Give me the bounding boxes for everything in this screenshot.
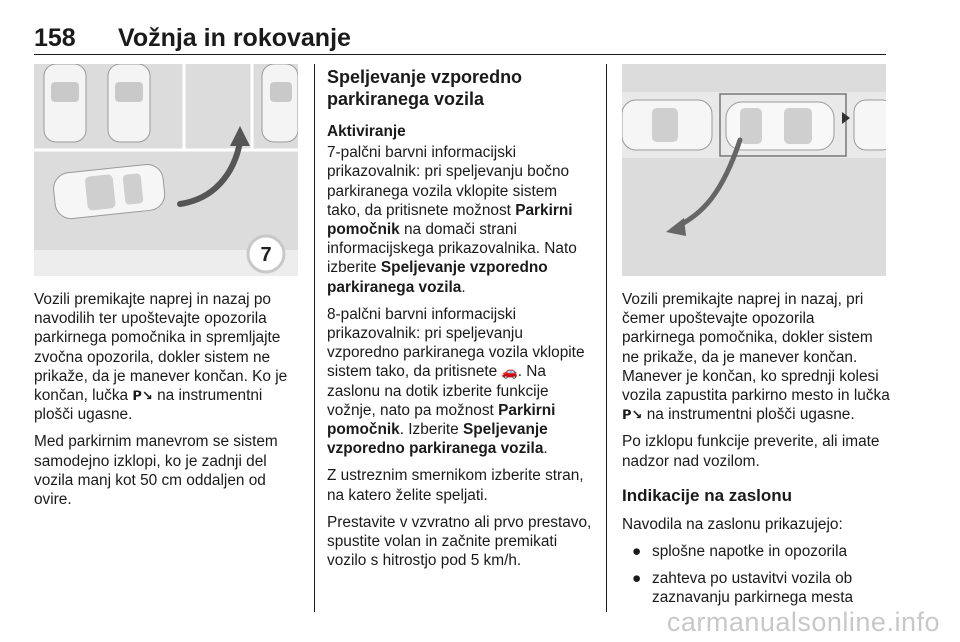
paragraph: Med parkirnim manevrom se sistem samodejno izklopi, ko je zadnji del vozila manj kot 50 cm oddaljen od ovire. bbox=[34, 433, 278, 509]
left-column bbox=[34, 290, 304, 517]
list-item bbox=[622, 569, 890, 607]
parking-scene-drawing bbox=[34, 64, 298, 276]
text-segment: Vozili premikajte naprej in nazaj, pri čemer upoštevajte opozorila parkirnega pomočnika, dokler sistem ne prikaže, da je manever končan. Manever je končan, ko sprednji kolesi vozila zapustita parkirno mesto in lučka bbox=[622, 291, 890, 405]
parking-assist-icon: 𝗣↘ bbox=[622, 407, 643, 423]
bullet-icon: ● bbox=[632, 543, 642, 561]
text-segment: 8-palčni barvni informacijski prikazovalnik: pri speljevanju vzporedno parkiranega vozila vklopite sistem tako, da pritisnete bbox=[327, 305, 585, 381]
figure-badge: 7 bbox=[260, 244, 272, 266]
car-icon: 🚗 bbox=[501, 364, 518, 380]
page-header bbox=[34, 24, 886, 55]
section-heading: Indikacije na zaslonu bbox=[622, 485, 793, 505]
menu-option-name: Speljevanje vzporedno parkiranega vozila bbox=[327, 259, 548, 296]
right-column bbox=[622, 290, 890, 616]
paragraph bbox=[327, 143, 593, 297]
list-item bbox=[622, 542, 890, 561]
column-divider bbox=[606, 64, 607, 612]
text-segment: 7-palčni barvni informacijski prikazovalnik: pri speljevanju bočno parkiranega vozila vklopite sistem tako, da pritisnete možnost bbox=[327, 144, 570, 219]
text-segment: na instrumentni plošči ugasne. bbox=[34, 387, 263, 424]
paragraph bbox=[327, 305, 593, 459]
text-segment: . bbox=[461, 278, 466, 296]
text-segment: Vozili premikajte naprej in nazaj po navodilih ter upoštevajte opozorila parkirnega pomočnika in spremljajte zvočna opozorila, dokler sistem ne prikaže, da je manever končan. Ko je končan, lučka bbox=[34, 291, 288, 405]
list-item-text: splošne napotke in opozorila bbox=[652, 543, 848, 561]
text-segment: na domači strani informacijskega prikazovalnika. Nato izberite bbox=[327, 221, 577, 277]
text-segment: . bbox=[543, 440, 548, 458]
column-divider bbox=[314, 64, 315, 612]
text-segment: . Izberite bbox=[399, 421, 459, 439]
paragraph: Z ustreznim smernikom izberite stran, na katero želite speljati. bbox=[327, 467, 584, 504]
section-heading: Speljevanje vzporedno parkiranega vozila bbox=[327, 67, 523, 109]
bullet-icon: ● bbox=[632, 570, 642, 588]
menu-option-name: Parkirni pomočnik bbox=[327, 401, 556, 439]
paragraph bbox=[622, 290, 890, 424]
watermark: carmanualsonline.info bbox=[666, 607, 940, 637]
subheading: Aktiviranje bbox=[327, 123, 406, 140]
text-segment: na instrumentni plošči ugasne. bbox=[646, 406, 855, 424]
page-number: 158 bbox=[34, 24, 76, 52]
paragraph bbox=[34, 290, 304, 424]
middle-column bbox=[327, 66, 593, 578]
menu-option-name: Parkirni pomočnik bbox=[327, 201, 573, 239]
text-segment: . Na zaslonu na dotik izberite funkcije vožnje, nato pa možnost bbox=[327, 363, 549, 419]
parking-assist-icon: 𝗣↘ bbox=[132, 388, 153, 404]
parking-leave-drawing bbox=[622, 64, 886, 276]
paragraph: Po izklopu funkcije preverite, ali imate nadzor nad vozilom. bbox=[622, 433, 880, 470]
parking-illustration-leaving-spot bbox=[622, 64, 886, 276]
paragraph: Prestavite v vzvratno ali prvo prestavo, spustite volan in začnite premikati vozilo s hitrostjo pod 5 km/h. bbox=[327, 513, 592, 570]
parking-illustration-exit bbox=[34, 64, 298, 276]
chapter-title: Vožnja in rokovanje bbox=[118, 24, 351, 52]
list-item-text: zahteva po ustavitvi vozila ob zaznavanju parkirnega mesta bbox=[652, 570, 854, 607]
bullet-list bbox=[622, 542, 890, 608]
menu-option-name: Speljevanje vzporedno parkiranega vozila bbox=[327, 421, 548, 458]
paragraph: Navodila na zaslonu prikazujejo: bbox=[622, 515, 843, 533]
